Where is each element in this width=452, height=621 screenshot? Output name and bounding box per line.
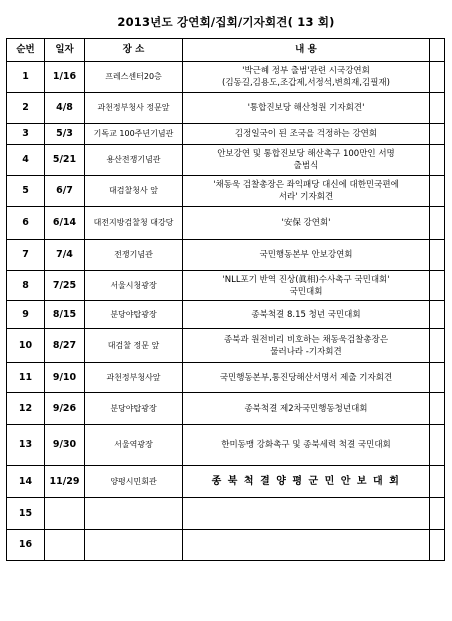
header-content: 내 용 (183, 39, 430, 62)
row-extra (430, 145, 445, 176)
row-date (45, 498, 85, 530)
row-date (45, 530, 85, 561)
row-place: 용산전쟁기념관 (85, 145, 183, 176)
table-row (7, 124, 445, 145)
table-row (7, 207, 445, 240)
table-row (7, 530, 445, 561)
table-row (7, 393, 445, 425)
row-date: 8/15 (45, 301, 85, 329)
row-date: 9/30 (45, 425, 85, 466)
row-number: 4 (7, 145, 45, 176)
row-number: 16 (7, 530, 45, 561)
row-extra (430, 425, 445, 466)
content-line: (김동길,김용도,조갑제,서정석,변희재,김필재) (222, 78, 390, 88)
row-content (183, 393, 430, 425)
table-body (7, 62, 445, 561)
row-number: 12 (7, 393, 45, 425)
row-place: 서울시청광장 (85, 271, 183, 301)
table-row (7, 466, 445, 498)
row-extra (430, 466, 445, 498)
row-extra (430, 329, 445, 363)
row-place: 양평시민회관 (85, 466, 183, 498)
content-line: 김정일국이 된 조국을 걱정하는 강연회 (234, 129, 378, 139)
content-line: 서라' 기자회견 (278, 192, 334, 202)
row-extra (430, 301, 445, 329)
row-number: 1 (7, 62, 45, 93)
table-row (7, 93, 445, 124)
row-content (183, 271, 430, 301)
row-date: 1/16 (45, 62, 85, 93)
row-date: 7/4 (45, 240, 85, 271)
table-row (7, 271, 445, 301)
row-content (183, 425, 430, 466)
row-content (183, 530, 430, 561)
row-content (183, 176, 430, 207)
row-date: 6/7 (45, 176, 85, 207)
events-table (6, 38, 445, 561)
row-extra (430, 530, 445, 561)
table-row (7, 62, 445, 93)
row-extra (430, 93, 445, 124)
row-place (85, 530, 183, 561)
document-title: 2013년도 강연회/집회/기자회견( 13 회) (117, 15, 335, 29)
table-row (7, 425, 445, 466)
row-extra (430, 124, 445, 145)
row-place: 기독교 100주년기념관 (85, 124, 183, 145)
content-line: '통합진보당 해산청원 기자회견' (247, 103, 365, 113)
row-date: 7/25 (45, 271, 85, 301)
header-num: 순번 (7, 39, 45, 62)
row-number: 2 (7, 93, 45, 124)
row-extra (430, 393, 445, 425)
row-extra (430, 240, 445, 271)
content-line: 물러나라 -기자회견 (270, 346, 342, 357)
row-content (183, 363, 430, 393)
row-place: 과천정부청사앞 (85, 363, 183, 393)
row-date: 11/29 (45, 466, 85, 498)
content-line: 종북척결 8.15 청년 국민대회 (251, 309, 361, 320)
row-date: 6/14 (45, 207, 85, 240)
row-date: 8/27 (45, 329, 85, 363)
row-number: 11 (7, 363, 45, 393)
row-content (183, 329, 430, 363)
row-date: 4/8 (45, 93, 85, 124)
row-number: 3 (7, 124, 45, 145)
row-place: 전쟁기념관 (85, 240, 183, 271)
row-place: 서울역광장 (85, 425, 183, 466)
content-line: 안보강연 및 통합진보당 해산촉구 100만인 서명 (217, 149, 395, 159)
row-place: 과천정부청사 정문앞 (85, 93, 183, 124)
row-content (183, 240, 430, 271)
row-number: 13 (7, 425, 45, 466)
content-line: 한미동맹 강화촉구 및 종북세력 척결 국민대회 (221, 440, 391, 450)
row-place: 대전지방검찰청 대강당 (85, 207, 183, 240)
table-row (7, 363, 445, 393)
content-line: 국민행동본부,통진당해산서명서 제출 기자회견 (219, 372, 393, 383)
row-date: 5/21 (45, 145, 85, 176)
table-row (7, 301, 445, 329)
content-line: '박근혜 정부 출범'관련 시국강연회 (242, 66, 370, 76)
row-content (183, 466, 430, 498)
content-line: 출범식 (293, 161, 319, 171)
table-header-row (7, 39, 445, 62)
row-content (183, 498, 430, 530)
row-extra (430, 498, 445, 530)
content-line: 종북과 원전비리 비호하는 채동욱검찰총장은 (223, 334, 389, 345)
row-extra (430, 363, 445, 393)
row-number: 15 (7, 498, 45, 530)
content-line: 국민행동본부 안보강연회 (259, 250, 353, 260)
content-line: 종북척결 제2차국민행동청년대회 (244, 403, 368, 414)
row-number: 10 (7, 329, 45, 363)
row-content (183, 62, 430, 93)
header-place: 장 소 (85, 39, 183, 62)
content-line: 국민대회 (289, 286, 323, 297)
content-line: 종 북 척 결 양 평 군 민 안 보 대 회 (211, 475, 401, 487)
row-extra (430, 271, 445, 301)
row-place: 대검찰 정문 앞 (85, 329, 183, 363)
row-number: 6 (7, 207, 45, 240)
header-extra (430, 39, 445, 62)
row-content (183, 207, 430, 240)
row-place: 분당야탑광장 (85, 393, 183, 425)
row-date: 9/26 (45, 393, 85, 425)
table-row (7, 498, 445, 530)
table-row (7, 240, 445, 271)
table-row (7, 145, 445, 176)
row-date: 9/10 (45, 363, 85, 393)
row-extra (430, 62, 445, 93)
row-content (183, 93, 430, 124)
row-number: 14 (7, 466, 45, 498)
row-number: 5 (7, 176, 45, 207)
row-extra (430, 207, 445, 240)
row-place: 분당야탑광장 (85, 301, 183, 329)
row-extra (430, 176, 445, 207)
content-line: 'NLL포기 반역 진상(眞相)수사촉구 국민대회' (222, 274, 390, 285)
header-date: 일자 (45, 39, 85, 62)
row-place (85, 498, 183, 530)
table-row (7, 176, 445, 207)
content-line: '채동욱 검찰총장은 좌익패당 대신에 대한민국편에 (213, 180, 399, 190)
row-content (183, 124, 430, 145)
row-place: 프레스센터20층 (85, 62, 183, 93)
row-number: 9 (7, 301, 45, 329)
row-place: 대검찰청사 앞 (85, 176, 183, 207)
table-row (7, 329, 445, 363)
content-line: '安保 강연회' (281, 218, 331, 228)
row-content (183, 301, 430, 329)
row-date: 5/3 (45, 124, 85, 145)
row-content (183, 145, 430, 176)
row-number: 7 (7, 240, 45, 271)
row-number: 8 (7, 271, 45, 301)
